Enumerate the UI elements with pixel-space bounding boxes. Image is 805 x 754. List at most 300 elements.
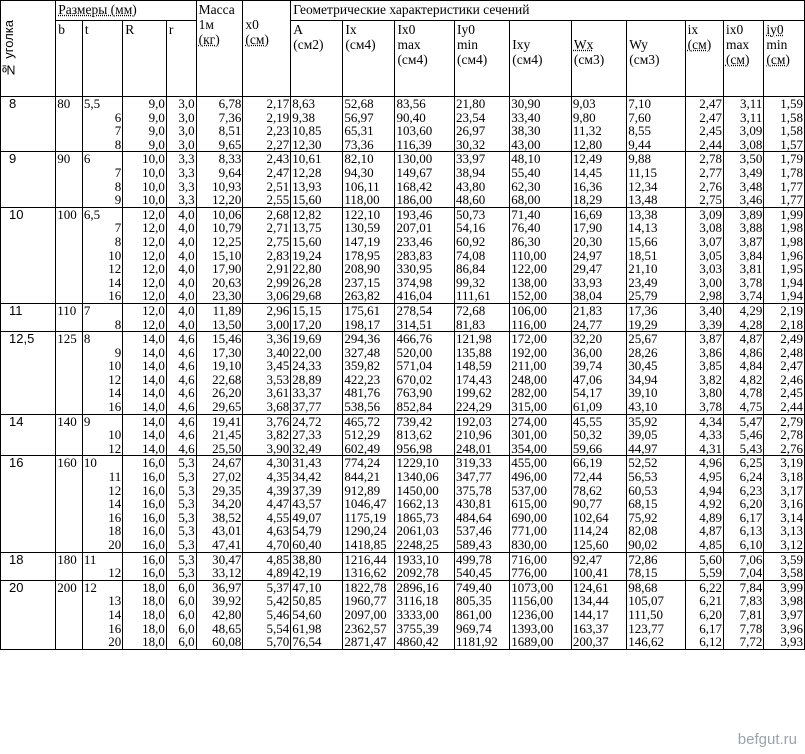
Iy0-value: 60,92	[455, 233, 486, 249]
Ix-value: 1216,44	[344, 551, 387, 567]
ix-value: 6,20	[699, 606, 722, 622]
b-cell	[56, 207, 83, 303]
Ix0-cell	[395, 303, 455, 331]
x0-value: 5,46	[266, 606, 290, 622]
Wy-value: 11,15	[628, 164, 657, 180]
Wx-value: 38,04	[572, 288, 603, 304]
angle-number: 9	[9, 151, 17, 167]
R-value: 18,0	[142, 620, 165, 636]
mass-cell	[196, 456, 243, 552]
mass-value: 34,20	[212, 496, 242, 512]
Wy-cell	[627, 552, 685, 580]
mass-value: 27,02	[212, 469, 242, 485]
Ix-value: 294,36	[344, 331, 381, 347]
Ixy-value: 776,00	[511, 565, 547, 581]
ix0-value: 7,78	[739, 620, 763, 636]
ix-value: 4,96	[699, 455, 722, 471]
Ixy-cell	[510, 456, 572, 552]
header-Ixy: Ixy (см4)	[510, 21, 572, 97]
Wx-cell	[571, 552, 626, 580]
Iy0-value: 81,83	[455, 316, 486, 332]
ix-value: 4,34	[699, 413, 722, 429]
t-cell	[82, 207, 122, 303]
iy0-value: 1,58	[780, 109, 803, 125]
Ix-value: 263,82	[344, 288, 381, 304]
A-value: 24,33	[292, 358, 322, 374]
ix0-value: 4,87	[739, 331, 763, 347]
Wy-value: 14,13	[628, 220, 658, 236]
iy0-value: 3,97	[780, 606, 803, 622]
Wy-value: 18,51	[628, 247, 658, 263]
iy0-cell	[764, 414, 805, 456]
r-value: 5,3	[178, 509, 195, 525]
A-value: 76,54	[292, 634, 322, 650]
t-cell	[82, 580, 122, 649]
Iy0-value: 30,32	[455, 136, 486, 152]
Wx-value: 12,80	[572, 136, 603, 152]
ix0-value: 3,11	[740, 109, 763, 125]
iy0-value: 2,18	[780, 316, 803, 332]
Ixy-value: 248,00	[511, 371, 547, 387]
t-cell	[82, 456, 122, 552]
t-cell	[82, 152, 122, 207]
r-cell	[166, 152, 196, 207]
R-value: 14,0	[142, 344, 165, 360]
mass-value: 26,20	[212, 385, 242, 401]
mass-value: 15,46	[212, 331, 242, 347]
r-value: 4,0	[178, 220, 195, 236]
Ixy-value: 62,30	[511, 178, 541, 194]
t-value: 7	[83, 302, 91, 318]
mass-cell	[196, 414, 243, 456]
Ixy-value: 86,30	[511, 233, 541, 249]
R-value: 9,0	[148, 109, 165, 125]
table-row	[1, 456, 805, 552]
t-value: 16	[108, 620, 122, 636]
x0-value: 3,40	[266, 344, 290, 360]
Iy0-value: 805,35	[455, 593, 492, 609]
ix-value: 2,76	[699, 178, 722, 194]
Ix-value: 65,31	[344, 123, 374, 139]
iy0-value: 3,93	[780, 634, 803, 650]
Ix-value: 422,23	[344, 371, 381, 387]
A-value: 42,19	[292, 565, 322, 581]
R-value: 12,0	[142, 220, 165, 236]
Wy-value: 7,10	[628, 96, 651, 111]
R-value: 12,0	[142, 261, 165, 277]
ix0-value: 6,17	[739, 509, 763, 525]
t-value: 7	[114, 164, 122, 180]
ix-value: 6,22	[699, 579, 722, 595]
Ix-cell	[343, 414, 395, 456]
Wx-value: 124,61	[572, 579, 609, 595]
A-value: 33,37	[292, 385, 322, 401]
t-value: 12	[108, 565, 122, 581]
Wy-cell	[627, 456, 685, 552]
Ix-value: 465,72	[344, 413, 381, 429]
t-value: 8	[114, 136, 122, 152]
Ix-value: 1046,47	[344, 496, 387, 512]
t-value: 13	[108, 593, 122, 609]
Iy0-value: 749,40	[455, 579, 492, 595]
R-cell	[123, 580, 167, 649]
t-value: 12	[83, 579, 97, 595]
x0-cell	[243, 580, 291, 649]
x0-value: 4,70	[266, 537, 290, 552]
t-value: 6,5	[83, 206, 101, 222]
Ixy-value: 122,00	[511, 261, 547, 277]
x0-value: 3,61	[266, 385, 290, 401]
Wy-value: 78,15	[628, 565, 658, 581]
R-cell	[123, 152, 167, 207]
t-value: 20	[108, 634, 122, 650]
A-value: 29,68	[292, 288, 322, 304]
A-value: 12,30	[292, 136, 322, 152]
angle-number: 14	[9, 413, 24, 429]
Ix-value: 52,68	[344, 96, 374, 111]
Wy-cell	[627, 414, 685, 456]
Ixy-value: 496,00	[511, 469, 547, 485]
Wy-value: 34,94	[628, 371, 658, 387]
r-value: 4,0	[178, 302, 195, 318]
Wy-value: 17,36	[628, 302, 658, 318]
mass-value: 9,65	[218, 136, 242, 152]
Wx-cell	[571, 332, 626, 415]
A-value: 12,28	[292, 164, 322, 180]
Ix0-value: 233,46	[396, 233, 433, 249]
A-value: 13,75	[292, 220, 322, 236]
R-value: 10,0	[142, 151, 165, 167]
table-row	[1, 207, 805, 303]
Ixy-value: 211,00	[511, 358, 547, 374]
r-value: 4,0	[178, 233, 195, 249]
r-value: 4,6	[178, 440, 195, 456]
Ixy-cell	[510, 580, 572, 649]
Wx-value: 102,64	[572, 509, 609, 525]
iy0-value: 2,47	[780, 358, 803, 374]
angle-number-cell	[1, 152, 56, 207]
Ixy-value: 1156,00	[511, 593, 554, 609]
ix-cell	[685, 152, 723, 207]
iy0-cell	[764, 207, 805, 303]
Iy0-value: 135,88	[455, 344, 492, 360]
t-value: 11	[83, 551, 97, 567]
Wx-value: 20,30	[572, 233, 603, 249]
A-value: 8,63	[292, 96, 315, 111]
angle-number: 18	[9, 551, 24, 567]
ix0-value: 4,78	[739, 385, 763, 401]
angle-number-cell	[1, 580, 56, 649]
Ix0-cell	[395, 580, 455, 649]
r-value: 6,0	[178, 634, 195, 650]
ix0-value: 4,82	[739, 371, 763, 387]
ix-value: 2,47	[699, 109, 722, 125]
Ix0-value: 416,04	[396, 288, 433, 304]
t-value: 6	[114, 109, 122, 125]
r-value: 4,6	[178, 399, 195, 415]
R-cell	[123, 456, 167, 552]
Iy0-value: 21,80	[455, 96, 486, 111]
mass-value: 17,30	[212, 344, 242, 360]
R-value: 14,0	[142, 399, 165, 415]
Ix-value: 774,24	[344, 455, 381, 471]
t-value: 11	[108, 469, 122, 485]
ix-cell	[685, 303, 723, 331]
Wy-value: 12,34	[628, 178, 658, 194]
Ix0-value: 1865,73	[396, 509, 439, 525]
A-value: 34,42	[292, 469, 322, 485]
mass-value: 48,65	[212, 620, 242, 636]
t-value: 10	[108, 247, 122, 263]
Ix-value: 130,59	[344, 220, 381, 236]
r-value: 3,0	[178, 96, 195, 111]
A-cell	[291, 580, 343, 649]
ix-value: 2,47	[699, 96, 722, 111]
iy0-value: 1,96	[780, 247, 803, 263]
iy0-value: 1,77	[780, 178, 803, 194]
x0-cell	[243, 332, 291, 415]
Wx-value: 18,29	[572, 192, 603, 208]
iy0-value: 2,44	[780, 399, 803, 415]
Ixy-value: 172,00	[511, 331, 547, 347]
mass-cell	[196, 207, 243, 303]
mass-value: 23,30	[212, 288, 242, 304]
x0-value: 2,55	[266, 192, 290, 208]
Ix0-value: 116,39	[396, 136, 432, 152]
Iy0-value: 121,98	[455, 331, 492, 347]
x0-value: 2,51	[266, 178, 290, 194]
r-value: 4,6	[178, 344, 195, 360]
table-row	[1, 332, 805, 415]
ix0-value: 3,48	[739, 178, 763, 194]
Wx-value: 90,77	[572, 496, 603, 512]
ix0-value: 6,24	[739, 469, 763, 485]
x0-value: 2,43	[266, 151, 290, 167]
ix0-value: 3,81	[739, 261, 763, 277]
Iy0-value: 23,54	[455, 109, 486, 125]
mass-cell	[196, 552, 243, 580]
R-cell	[123, 207, 167, 303]
A-value: 54,79	[292, 523, 322, 539]
r-value: 3,0	[178, 123, 195, 139]
Wy-value: 68,15	[628, 496, 658, 512]
Ixy-value: 76,40	[511, 220, 541, 236]
x0-value: 2,23	[266, 123, 290, 139]
mass-value: 47,41	[212, 537, 242, 552]
iy0-cell	[764, 97, 805, 152]
header-Ix0: Ix0 max (см4)	[395, 21, 455, 97]
R-value: 16,0	[142, 496, 165, 512]
Ixy-value: 1073,00	[511, 579, 554, 595]
ix-value: 4,94	[699, 482, 722, 498]
angle-number-cell	[1, 456, 56, 552]
Ix-value: 208,90	[344, 261, 381, 277]
header-x0: x0 (см)	[243, 1, 291, 97]
mass-value: 21,45	[212, 427, 242, 443]
Ix0-value: 2061,03	[396, 523, 439, 539]
ix-value: 3,09	[699, 206, 722, 222]
R-value: 18,0	[142, 593, 165, 609]
Iy0-value: 86,84	[455, 261, 486, 277]
ix0-cell	[723, 332, 763, 415]
angle-number: 16	[9, 455, 24, 471]
b-cell	[56, 456, 83, 552]
mass-value: 10,79	[212, 220, 242, 236]
mass-value: 11,89	[212, 302, 242, 318]
ix0-value: 3,08	[739, 136, 763, 152]
R-cell	[123, 552, 167, 580]
ix-value: 3,39	[699, 316, 722, 332]
t-value: 6	[83, 151, 91, 167]
ix0-value: 7,84	[739, 579, 763, 595]
ix-value: 3,85	[699, 358, 722, 374]
header-Wy: Wy (см3)	[627, 21, 685, 97]
Ix-value: 2871,47	[344, 634, 387, 650]
Ix-value: 512,29	[344, 427, 381, 443]
header-sizes-label: Размеры (мм)	[58, 2, 137, 17]
x0-value: 4,30	[266, 455, 290, 471]
mass-value: 24,67	[212, 455, 242, 471]
Ix0-value: 207,01	[396, 220, 433, 236]
iy0-value: 1,94	[780, 288, 803, 304]
Ixy-value: 138,00	[511, 274, 547, 290]
Ix-value: 237,15	[344, 274, 381, 290]
ix0-value: 6,13	[739, 523, 763, 539]
Ixy-cell	[510, 97, 572, 152]
Wx-value: 92,47	[572, 551, 603, 567]
Ix0-value: 103,60	[396, 123, 433, 139]
Iy0-value: 861,00	[455, 606, 492, 622]
Wy-value: 44,97	[628, 440, 658, 456]
t-value: 8	[114, 316, 122, 332]
ix0-value: 4,84	[739, 358, 763, 374]
Wx-value: 39,74	[572, 358, 603, 374]
ix0-value: 7,83	[739, 593, 763, 609]
Iy0-value: 48,60	[455, 192, 486, 208]
Ix0-value: 763,90	[396, 385, 433, 401]
mass-value: 10,93	[212, 178, 242, 194]
Wx-value: 24,97	[572, 247, 603, 263]
Wy-value: 23,49	[628, 274, 658, 290]
Wx-value: 50,32	[572, 427, 603, 443]
x0-value: 5,42	[266, 593, 290, 609]
Ix-value: 912,89	[344, 482, 381, 498]
Ix-cell	[343, 580, 395, 649]
A-value: 43,57	[292, 496, 322, 512]
Iy0-cell	[454, 456, 509, 552]
A-value: 37,39	[292, 482, 322, 498]
r-value: 3,0	[178, 136, 195, 152]
Iy0-value: 74,08	[455, 247, 486, 263]
t-value: 10	[83, 455, 97, 471]
header-Wx: Wx (см3)	[571, 21, 626, 97]
ix-cell	[685, 414, 723, 456]
r-value: 5,3	[178, 551, 195, 567]
ix-value: 6,17	[699, 620, 722, 636]
x0-value: 2,68	[266, 206, 290, 222]
Wx-value: 59,66	[572, 440, 603, 456]
header-b: b	[56, 21, 83, 97]
Ix-value: 538,56	[344, 399, 381, 415]
iy0-value: 2,78	[780, 427, 803, 443]
Iy0-value: 499,78	[455, 551, 492, 567]
t-value: 5,5	[83, 96, 101, 111]
ix-value: 3,86	[699, 344, 722, 360]
Ixy-cell	[510, 552, 572, 580]
mass-value: 36,97	[212, 579, 242, 595]
Ixy-value: 771,00	[511, 523, 547, 539]
ix0-cell	[723, 303, 763, 331]
Wy-value: 39,05	[628, 427, 658, 443]
t-value: 9	[83, 413, 91, 429]
ix0-cell	[723, 414, 763, 456]
iy0-value: 1,95	[780, 261, 803, 277]
ix0-value: 5,43	[739, 440, 763, 456]
angle-number: 8	[9, 96, 17, 111]
mass-value: 25,50	[212, 440, 242, 456]
R-value: 9,0	[148, 96, 165, 111]
Iy0-value: 199,62	[455, 385, 492, 401]
Ix-value: 602,49	[344, 440, 381, 456]
Wx-value: 54,17	[572, 385, 603, 401]
Wy-value: 15,66	[628, 233, 658, 249]
Wx-cell	[571, 580, 626, 649]
Ixy-value: 315,00	[511, 399, 547, 415]
Wy-cell	[627, 97, 685, 152]
Ix0-value: 466,76	[396, 331, 433, 347]
iy0-value: 3,99	[780, 579, 803, 595]
Ix-cell	[343, 207, 395, 303]
A-cell	[291, 456, 343, 552]
x0-cell	[243, 456, 291, 552]
Wy-value: 39,10	[628, 385, 658, 401]
mass-cell	[196, 152, 243, 207]
Ix0-value: 3755,39	[396, 620, 439, 636]
r-cell	[166, 303, 196, 331]
Iy0-cell	[454, 332, 509, 415]
R-value: 18,0	[142, 634, 165, 650]
ix-cell	[685, 552, 723, 580]
Wy-value: 52,52	[628, 455, 658, 471]
t-value: 12	[108, 371, 122, 387]
Wx-cell	[571, 303, 626, 331]
Iy0-value: 26,97	[455, 123, 486, 139]
x0-value: 2,75	[266, 233, 290, 249]
r-value: 5,3	[178, 523, 195, 539]
x0-value: 4,63	[266, 523, 290, 539]
Ix0-value: 168,42	[396, 178, 433, 194]
t-value: 18	[108, 523, 122, 539]
Wx-cell	[571, 456, 626, 552]
Ix-value: 1175,19	[344, 509, 387, 525]
header-Iy0: Iy0 min (см4)	[454, 21, 509, 97]
Ix0-value: 330,95	[396, 261, 433, 277]
ix0-value: 3,49	[739, 164, 763, 180]
Iy0-value: 38,94	[455, 164, 486, 180]
Wy-value: 28,26	[628, 344, 658, 360]
x0-value: 5,37	[266, 579, 290, 595]
mass-value: 29,65	[212, 399, 242, 415]
x0-value: 4,85	[266, 551, 290, 567]
Iy0-cell	[454, 97, 509, 152]
R-value: 14,0	[142, 331, 165, 347]
Ix0-cell	[395, 332, 455, 415]
b-cell	[56, 303, 83, 331]
Wx-value: 144,17	[572, 606, 609, 622]
Ixy-value: 38,30	[511, 123, 541, 139]
mass-value: 6,78	[218, 96, 242, 111]
ix-value: 5,60	[699, 551, 722, 567]
